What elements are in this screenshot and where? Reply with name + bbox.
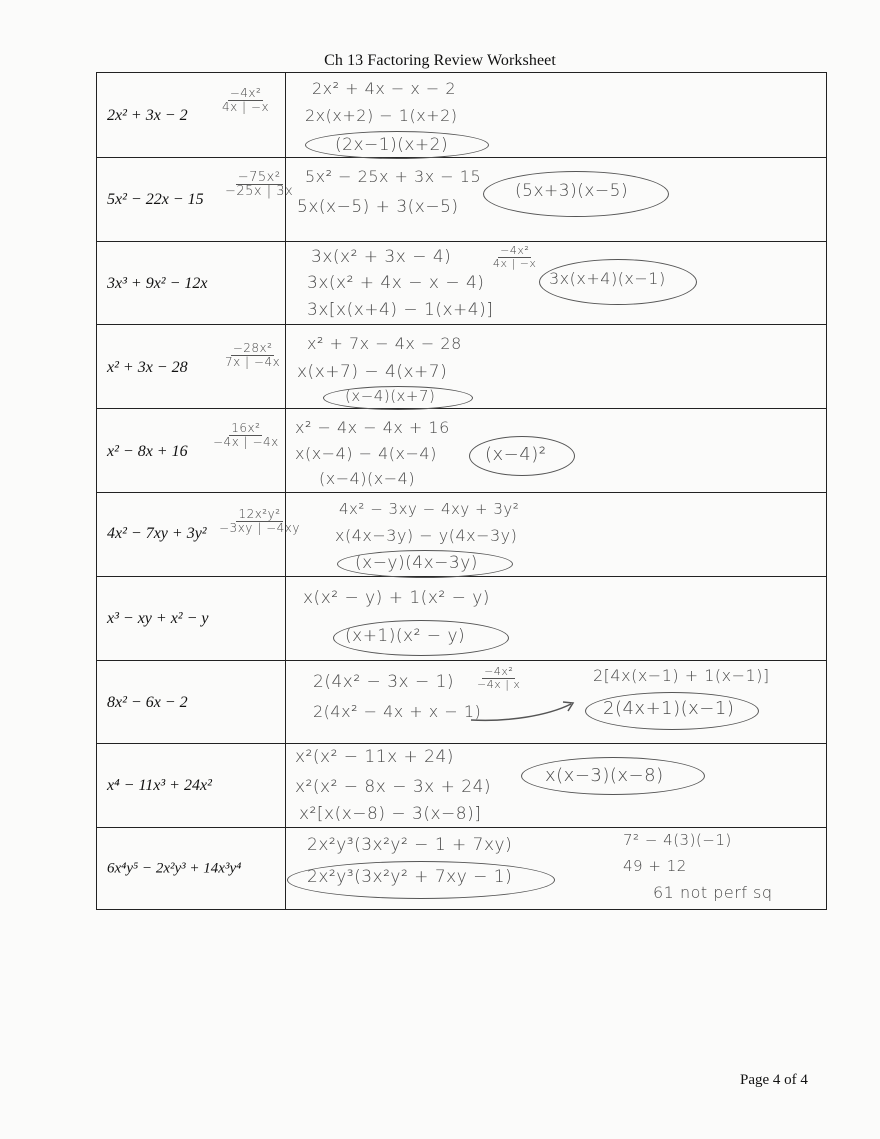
arrow-icon bbox=[467, 696, 579, 726]
problem-expression: 4x² − 7xy + 3y² bbox=[107, 525, 207, 542]
table-row bbox=[97, 827, 826, 911]
problem-expression: x³ − xy + x² − y bbox=[107, 609, 209, 627]
work-line: x(4x−3y) − y(4x−3y) bbox=[335, 526, 518, 545]
work-line: x² + 7x − 4x − 28 bbox=[307, 334, 462, 354]
work-line: x²(x² − 11x + 24) bbox=[295, 747, 454, 768]
ac-method-note: −4x² −4x | x bbox=[477, 664, 521, 691]
work-line: 3x[x(x+4) − 1(x+4)] bbox=[307, 299, 494, 320]
work-line: x² − 4x − 4x + 16 bbox=[295, 418, 450, 438]
ac-method-note: −4x² 4x | −x bbox=[222, 86, 270, 114]
problem-expression: 2x² + 3x − 2 bbox=[107, 107, 188, 124]
work-line: 2x(x+2) − 1(x+2) bbox=[305, 106, 458, 125]
problem-expression: x² − 8x + 16 bbox=[107, 443, 188, 461]
answer: x(x−3)(x−8) bbox=[545, 765, 664, 787]
work-line: 5x(x−5) + 3(x−5) bbox=[297, 196, 459, 217]
work-line: (x−4)(x−4) bbox=[319, 469, 416, 489]
answer: 2x²y³(3x²y² + 7xy − 1) bbox=[307, 867, 513, 888]
table-row bbox=[97, 408, 826, 492]
table-row bbox=[97, 660, 826, 744]
problem-expression: 3x³ + 9x² − 12x bbox=[107, 274, 208, 292]
table-row bbox=[97, 324, 826, 408]
table-row bbox=[97, 241, 826, 325]
work-line: 3x(x² + 3x − 4) bbox=[311, 246, 452, 267]
answer: (2x−1)(x+2) bbox=[335, 135, 449, 155]
table-row bbox=[97, 157, 826, 241]
ac-method-note: 16x² −4x | −4x bbox=[213, 421, 279, 450]
work-line: x(x² − y) + 1(x² − y) bbox=[303, 587, 490, 608]
answer: 2(4x+1)(x−1) bbox=[603, 697, 735, 719]
work-line: 4x² − 3xy − 4xy + 3y² bbox=[339, 500, 520, 518]
table-row bbox=[97, 743, 826, 827]
answer: 3x(x+4)(x−1) bbox=[549, 268, 666, 288]
work-line: x²[x(x−8) − 3(x−8)] bbox=[299, 804, 482, 825]
work-line: 2[4x(x−1) + 1(x−1)] bbox=[593, 665, 770, 685]
problem-expression: 5x² − 22x − 15 bbox=[107, 190, 204, 208]
problem-expression: 6x⁴y⁵ − 2x²y³ + 14x³y⁴ bbox=[107, 860, 242, 877]
table-row bbox=[97, 492, 826, 576]
ac-method-note: 12x²y² −3xy | −4xy bbox=[219, 507, 300, 535]
work-line: x(x+7) − 4(x+7) bbox=[297, 362, 448, 383]
ac-method-note: −28x² 7x | −4x bbox=[225, 341, 281, 370]
work-line: 5x² − 25x + 3x − 15 bbox=[305, 166, 482, 186]
answer: (x+1)(x² − y) bbox=[345, 625, 466, 646]
answer: (x−y)(4x−3y) bbox=[355, 553, 478, 573]
problem-table bbox=[96, 72, 827, 910]
ac-method-note: −4x² 4x | −x bbox=[493, 243, 537, 270]
work-line: x²(x² − 8x − 3x + 24) bbox=[295, 777, 492, 798]
work-line: 2(4x² − 4x + x − 1) bbox=[313, 701, 482, 721]
table-row bbox=[97, 73, 826, 157]
work-line: x(x−4) − 4(x−4) bbox=[295, 444, 437, 464]
answer: (x−4)(x+7) bbox=[345, 387, 436, 406]
work-line: 3x(x² + 4x − x − 4) bbox=[307, 272, 485, 293]
answer: (x−4)² bbox=[485, 444, 547, 466]
table-row bbox=[97, 576, 826, 660]
problem-expression: 8x² − 6x − 2 bbox=[107, 693, 188, 711]
discriminant-note: 7² − 4(3)(−1) bbox=[623, 831, 732, 850]
work-line: 2(4x² − 3x − 1) bbox=[313, 671, 455, 692]
discriminant-note: 61 not perf sq bbox=[653, 883, 773, 903]
answer: (5x+3)(x−5) bbox=[515, 180, 629, 201]
worksheet-title: Ch 13 Factoring Review Worksheet bbox=[324, 52, 556, 69]
work-line: 2x²y³(3x²y² − 1 + 7xy) bbox=[307, 835, 513, 856]
problem-expression: x⁴ − 11x³ + 24x² bbox=[107, 777, 212, 795]
discriminant-note: 49 + 12 bbox=[623, 857, 687, 876]
page-number: Page 4 of 4 bbox=[740, 1072, 808, 1088]
work-line: 2x² + 4x − x − 2 bbox=[312, 79, 457, 98]
problem-expression: x² + 3x − 28 bbox=[107, 359, 188, 377]
ac-method-note: −75x² −25x | 3x bbox=[225, 169, 294, 199]
